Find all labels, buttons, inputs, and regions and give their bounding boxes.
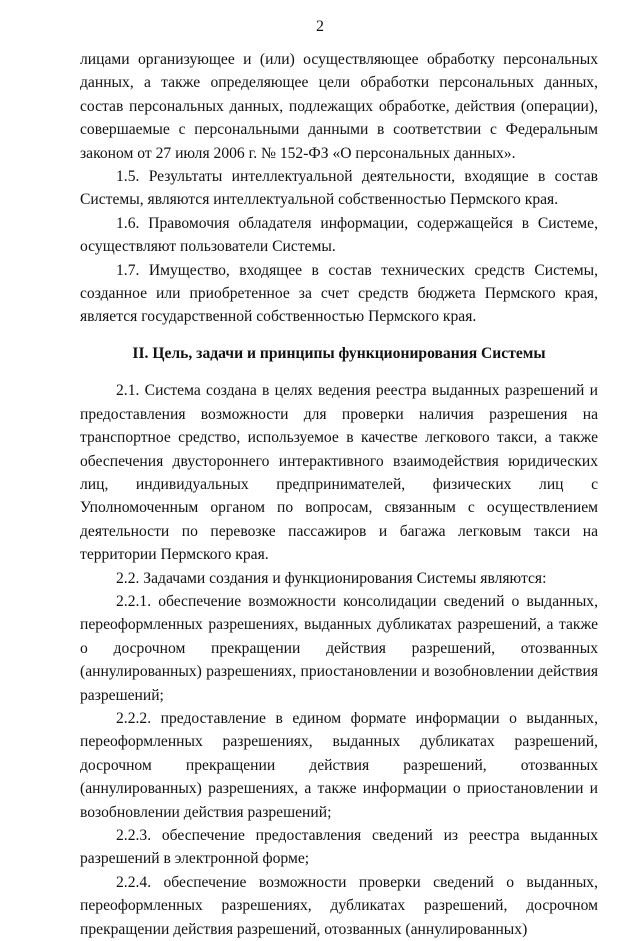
paragraph-2-2-2: 2.2.2. предоставление в едином формате информации о выданных, переоформленных разрешениях, выданных дубликатах разрешений, досрочном прекращении действия разрешений, отозванных (аннулированных) разрешениях, а также информации о приостановлении и возобновлении действия разрешений;: [80, 709, 598, 821]
paragraph-1-6: 1.6. Правомочия обладателя информации, содержащейся в Системе, осуществляют пользователи Системы.: [80, 214, 598, 256]
page-number: 2: [316, 18, 324, 35]
paragraph-1-5: 1.5. Результаты интеллектуальной деятельности, входящие в состав Системы, являются интеллектуальной собственностью Пермского края.: [80, 168, 598, 209]
paragraph-2-2-3: 2.2.3. обеспечение предоставления сведений из реестра выданных разрешений в электронной форме;: [80, 827, 598, 868]
paragraph-1-7: 1.7. Имущество, входящее в состав технических средств Системы, созданное или приобретенное за счет средств бюджета Пермского края, является государственной собственностью Пермского края.: [80, 261, 598, 326]
paragraph-2-2-1: 2.2.1. обеспечение возможности консолидации сведений о выданных, переоформленных разрешениях, выданных дубликатах разрешений, а также о досрочном прекращении действия разрешений, отозванных (аннулированных) разрешениях, приостановлении и возобновлении действия разрешений;: [80, 592, 598, 704]
paragraph-2-2: 2.2. Задачами создания и функционирования Системы являются:: [116, 569, 547, 587]
section-heading: II. Цель, задачи и принципы функционирования Системы: [132, 344, 546, 362]
paragraph-2-1: 2.1. Система создана в целях ведения реестра выданных разрешений и предоставления возможности для проверки наличия разрешения на транспортное средство, используемое в качестве легкового такси, а также обеспечения двустороннего интерактивного взаимодействия юридических лиц, индивидуальных предпринимателей, физических лиц с Уполномоченным органом по вопросам, связанным с осуществлением деятельности по перевозке пассажиров и багажа легковым такси на территории Пермского края.: [80, 382, 598, 564]
paragraph-2-2-4: 2.2.4. обеспечение возможности проверки сведений о выданных, переоформленных разрешениях, дубликатах разрешений, досрочном прекращении действия разрешений, отозванных (аннулированных): [80, 873, 598, 938]
paragraph-personal-data-operator: лицами организующее и (или) осуществляющее обработку персональных данных, а также определяющее цели обработки персональных данных, состав персональных данных, подлежащих обработке, действия (операции), совершаемые с персональными данными в соответствии с Федеральным законом от 27 июля 2006 г. № 152-ФЗ «О персональных данных».: [80, 51, 598, 162]
document-body: [80, 48, 598, 941]
